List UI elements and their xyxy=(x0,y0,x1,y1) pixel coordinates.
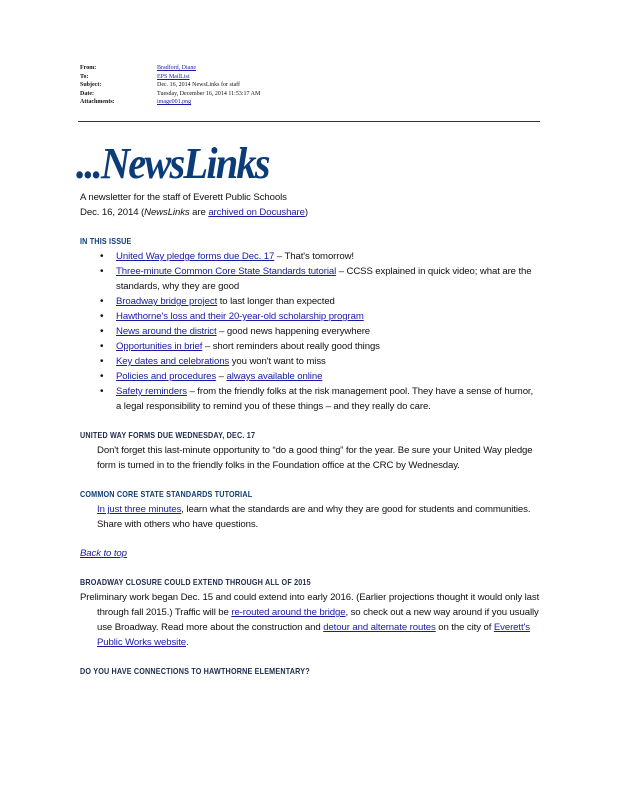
to-label: To: xyxy=(80,73,89,80)
united-way-body: Don't forget this last-minute opportunity to “do a good thing” for the year. Be sure your United Way pledge form is turned in to the friendly folks in the Foundation office at the CRC by Wednesday. xyxy=(97,445,533,471)
toc-text: to last longer than expected xyxy=(217,296,335,307)
spacer xyxy=(80,561,540,575)
toc-link[interactable]: Hawthorne's loss and their 20-year-old scholarship program xyxy=(116,311,364,322)
toc-text: – xyxy=(216,371,227,382)
intro-date: Dec. 16, 2014 ( xyxy=(80,207,145,218)
archived-link[interactable]: archived on Docushare xyxy=(208,207,305,218)
broadway-heading: BROADWAY CLOSURE COULD EXTEND THROUGH ALL OF 2015 xyxy=(80,578,311,587)
intro-date-line xyxy=(80,205,540,220)
toc-link[interactable]: Policies and procedures xyxy=(116,371,217,382)
intro-line: A newsletter for the staff of Everett Public Schools xyxy=(80,192,287,203)
toc-text: – good news happening everywhere xyxy=(216,326,371,337)
toc-text: – That's tomorrow! xyxy=(274,251,354,262)
date-value: Tuesday, December 16, 2014 11:53:17 AM xyxy=(157,90,261,97)
toc-item xyxy=(100,309,540,324)
united-way-heading: UNITED WAY FORMS DUE WEDNESDAY, DEC. 17 xyxy=(80,431,256,440)
toc-link-secondary[interactable]: always available online xyxy=(226,371,323,382)
newsletter-masthead: ...NewsLinks xyxy=(76,139,269,188)
back-to-top-link[interactable]: Back to top xyxy=(80,548,127,559)
hawthorne-heading: DO YOU HAVE CONNECTIONS TO HAWTHORNE ELEMENTARY? xyxy=(80,667,310,676)
toc-link[interactable]: Key dates and celebrations xyxy=(116,356,230,367)
attachment-link[interactable]: image001.png xyxy=(157,99,192,106)
ccss-heading: COMMON CORE STATE STANDARDS TUTORIAL xyxy=(80,490,253,499)
close-paren: ) xyxy=(304,207,308,218)
toc-item xyxy=(100,264,540,294)
subject-value: Dec. 16, 2014 NewsLinks for staff xyxy=(157,82,241,89)
reroute-link[interactable]: re-routed around the bridge xyxy=(231,607,346,618)
back-to-top-row xyxy=(80,546,540,561)
in-this-issue-heading: IN THIS ISSUE xyxy=(80,237,132,246)
from-label: From: xyxy=(80,65,97,71)
email-date-row xyxy=(80,90,260,99)
are-text: are xyxy=(189,207,209,218)
public-works-link[interactable]: Everett's Public Works website xyxy=(97,622,530,648)
newsletter-body xyxy=(80,190,540,679)
header-divider xyxy=(78,121,540,122)
subject-label: Subject: xyxy=(80,82,102,89)
newslinks-word: NewsLinks xyxy=(144,207,190,218)
toc-item xyxy=(100,339,540,354)
toc-item xyxy=(100,294,540,309)
toc-link[interactable]: Opportunities in brief xyxy=(116,341,203,352)
spacer xyxy=(80,220,540,234)
email-from-row xyxy=(80,64,260,73)
email-to-row xyxy=(80,73,260,82)
broadway-body xyxy=(80,590,540,650)
spacer xyxy=(80,414,540,428)
toc-item xyxy=(100,369,540,384)
toc-text: you won't want to miss xyxy=(229,356,326,367)
toc-link[interactable]: Broadway bridge project xyxy=(116,296,218,307)
toc-text: – CCSS explained in quick video; what are the standards, why they are good xyxy=(116,266,532,292)
toc-link[interactable]: Safety reminders xyxy=(116,386,187,397)
email-header xyxy=(80,64,260,107)
to-value[interactable]: EPS MailList xyxy=(157,73,190,80)
toc-list xyxy=(80,249,540,414)
broadway-text-3: on the city of xyxy=(435,622,494,633)
toc-item xyxy=(100,249,540,264)
ccss-text: , learn what the standards are and why they are good for students and communities. Share with others who have questions. xyxy=(97,504,531,530)
spacer xyxy=(80,473,540,487)
toc-item xyxy=(100,354,540,369)
attachments-label: Attachments: xyxy=(80,99,115,106)
toc-link[interactable]: Three-minute Common Core State Standards tutorial xyxy=(116,266,337,277)
date-label: Date: xyxy=(80,90,94,97)
from-value[interactable]: Bradford, Diane xyxy=(157,65,196,71)
toc-text: – from the friendly folks at the risk management pool. They have a sense of humor, a legal responsibility to remind you of these things – and they really do care. xyxy=(116,386,534,412)
toc-link[interactable]: News around the district xyxy=(116,326,217,337)
toc-item xyxy=(100,324,540,339)
email-subject-row xyxy=(80,81,260,90)
spacer xyxy=(80,650,540,664)
email-attachments-row xyxy=(80,98,260,107)
detour-link[interactable]: detour and alternate routes xyxy=(323,622,436,633)
broadway-text-2: , so check out a new way around if you usually use Broadway. Read more about the construction and xyxy=(97,607,539,633)
broadway-text-4: . xyxy=(186,637,189,648)
toc-text: – short reminders about really good things xyxy=(202,341,380,352)
toc-item xyxy=(100,384,540,414)
ccss-body xyxy=(80,502,540,532)
broadway-text-1: Preliminary work began Dec. 15 and could extend into early 2016. (Earlier projections thought it would only last through fall 2015.) Traffic will be xyxy=(80,592,540,618)
ccss-link[interactable]: In just three minutes xyxy=(97,504,182,515)
spacer xyxy=(80,532,540,546)
toc-link[interactable]: United Way pledge forms due Dec. 17 xyxy=(116,251,275,262)
